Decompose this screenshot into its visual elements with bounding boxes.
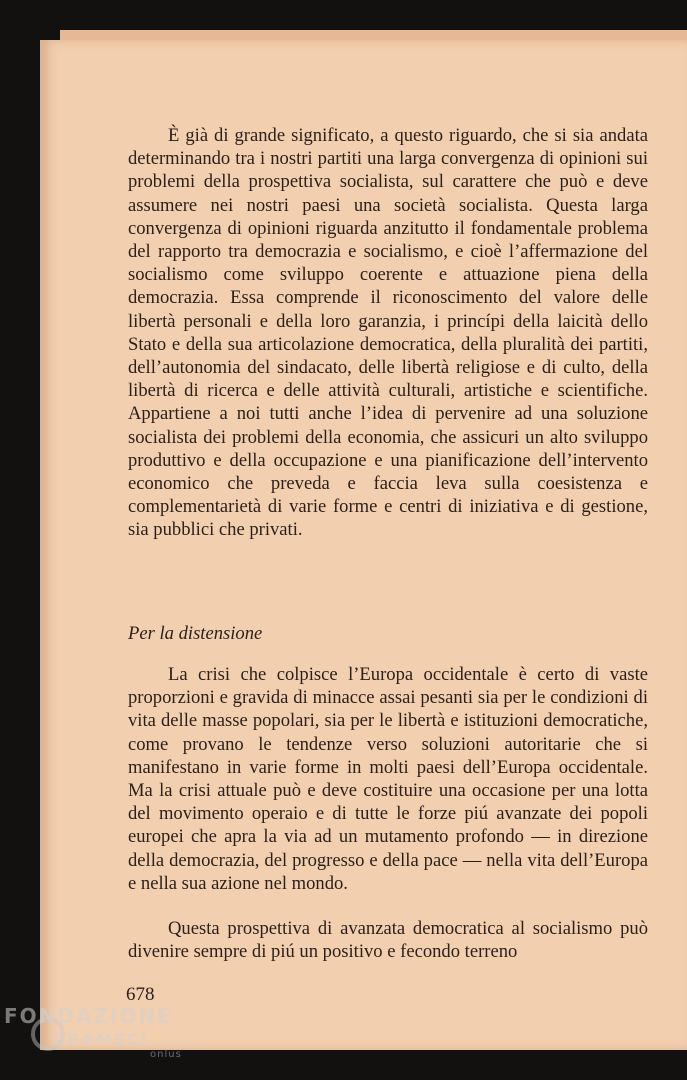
watermark-line-3: onlus [150, 1049, 182, 1060]
book-page [40, 40, 687, 1050]
watermark-line-2: GRAMSCI [52, 1030, 149, 1049]
paragraph-1: È già di grande significato, a questo riguardo, che si sia andata determinando tra i nostri partiti una larga convergenza di opinioni sui problemi della prospettiva socialista, sul carattere che può e deve assumere nei nostri paesi una società socialista. Questa larga convergenza di opinioni riguarda anzitutto il fondamentale problema del rapporto tra democrazia e socialismo, e cioè l’affermazione del socialismo come sviluppo coerente e attuazione piena della democrazia. Essa comprende il riconoscimento del valore delle libertà personali e della loro garanzia, i princípi della laicità dello Stato e della sua articolazione democratica, della pluralità dei partiti, dell’autonomia del sindacato, delle libertà religiose e di culto, della libertà di ricerca e delle attività culturali, artistiche e scientifiche. Appartiene a noi tutti anche l’idea di pervenire ad una soluzione socialista dei problemi della economia, che assicuri un alto sviluppo produttivo e della occupazione e una pianificazione dell’intervento economico che preveda e faccia leva sulla coesistenza e complementarietà di varie forme e centri di iniziativa e di gestione, sia pubblici che privati. [128, 125, 648, 541]
section-heading: Per la distensione [128, 623, 263, 644]
page-number: 678 [126, 984, 155, 1005]
paragraph-3: Questa prospettiva di avanzata democratica al socialismo può divenire sempre di piú un positivo e fecondo terreno [128, 918, 648, 963]
watermark [4, 1004, 182, 1060]
watermark-line-1: FONDAZIONE [4, 1004, 173, 1028]
paragraph-2: La crisi che colpisce l’Europa occidentale è certo di vaste proporzioni e gravida di minacce assai pesanti sia per le condizioni di vita delle masse popolari, sia per le libertà e istituzioni democratiche, come provano le tendenze verso soluzioni autoritarie che si manifestano in varie forme in molti paesi dell’Europa occidentale. Ma la crisi attuale può e deve costituire una occasione per una lotta del movimento operaio e di tutte le forze piú avanzate dei popoli europei che apra la via ad un mutamento profondo — in direzione della democrazia, del progresso e della pace — nella vita dell’Europa e nella sua azione nel mondo. [128, 664, 648, 894]
